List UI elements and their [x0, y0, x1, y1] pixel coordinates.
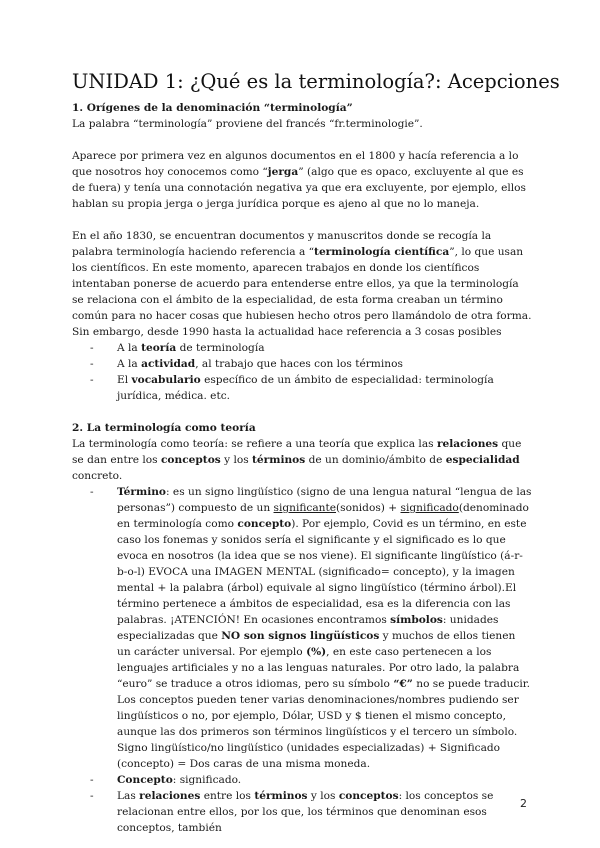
s2-list [72, 484, 532, 836]
section-1-heading: 1. Orígenes de la denominación “terminología” [72, 102, 353, 114]
s1-paragraph-4: Sin embargo, desde 1990 hasta la actualidad hace referencia a 3 cosas posibles [72, 326, 502, 338]
list-item: - A la actividad, al trabajo que haces con los términos [117, 356, 532, 372]
document-body [72, 100, 532, 836]
section-2-heading: 2. La terminología como teoría [72, 422, 256, 434]
list-item-relaciones: - Las relaciones entre los términos y los conceptos: los conceptos se relacionan entre ellos, por los que, los términos que denominan esos conceptos, también [117, 788, 532, 836]
s1-paragraph-1: La palabra “terminología” proviene del francés “fr.terminologie”. [72, 118, 423, 130]
list-item-termino: - Término: es un signo lingüístico (signo de una lengua natural “lengua de las personas”) compuesto de un significante(sonidos) + significado(denominado en terminología como concepto). Por ejemplo, Covid es un término, en este caso los fonemas y sonidos sería el significante y el significado es lo que evoca en nosotros (la idea que se nos viene). El significante lingüístico (á-r-b-o-l) EVOCA una IMAGEN MENTAL (significado= concepto), y la imagen mental + la palabra (árbol) equivale al signo lingüístico (término árbol).El término pertenece a ámbitos de especialidad, esa es la diferencia con las palabras. ¡ATENCIÓN! En ocasiones encontramos símbolos: unidades especializadas que NO son signos lingüísticos y muchos de ellos tienen un carácter universal. Por ejemplo (%), en este caso pertenecen a los lenguajes artificiales y no a las lenguas naturales. Por otro lado, la palabra “euro” se traduce a otros idiomas, pero su símbolo “€” no se puede traducir. Los conceptos pueden tener varias denominaciones/nombres pudiendo ser lingüísticos o no, por ejemplo, Dólar, USD y $ tienen el mismo concepto, aunque las dos primeros son términos lingüísticos y el tercero un símbolo. Signo lingüístico/no lingüístico (unidades especializadas) + Significado (concepto) = Dos caras de una misma moneda. [117, 484, 532, 772]
list-item: - A la teoría de terminología [117, 340, 532, 356]
page-number: 2 [520, 797, 527, 810]
list-item-concepto: - Concepto: significado. [117, 772, 532, 788]
page-title: UNIDAD 1: ¿Qué es la terminología?: Acepciones [72, 70, 560, 93]
s2-paragraph-1: La terminología como teoría: se refiere a una teoría que explica las relaciones que se dan entre los conceptos y los términos de un dominio/ámbito de especialidad concreto. [72, 438, 522, 482]
s1-paragraph-2: Aparece por primera vez en algunos documentos en el 1800 y hacía referencia a lo que nosotros hoy conocemos como “jerga” (algo que es opaco, excluyente al que es de fuera) y tenía una connotación negativa ya que era excluyente, por ejemplo, ellos hablan su propia jerga o jerga jurídica porque es ajeno al que no lo maneja. [72, 150, 526, 210]
list-item: - El vocabulario específico de un ámbito de especialidad: terminología jurídica, médica. etc. [117, 372, 532, 404]
s1-paragraph-3: En el año 1830, se encuentran documentos y manuscritos donde se recogía la palabra terminología haciendo referencia a “terminología científica”, lo que usan los científicos. En este momento, aparecen trabajos en donde los científicos intentaban ponerse de acuerdo para entenderse entre ellos, ya que la terminología se relaciona con el ámbito de la especialidad, de esta forma creaban un término común para no hacer cosas que hubiesen hecho otros pero llamándolo de otra forma. [72, 230, 532, 322]
s1-list [72, 340, 532, 404]
